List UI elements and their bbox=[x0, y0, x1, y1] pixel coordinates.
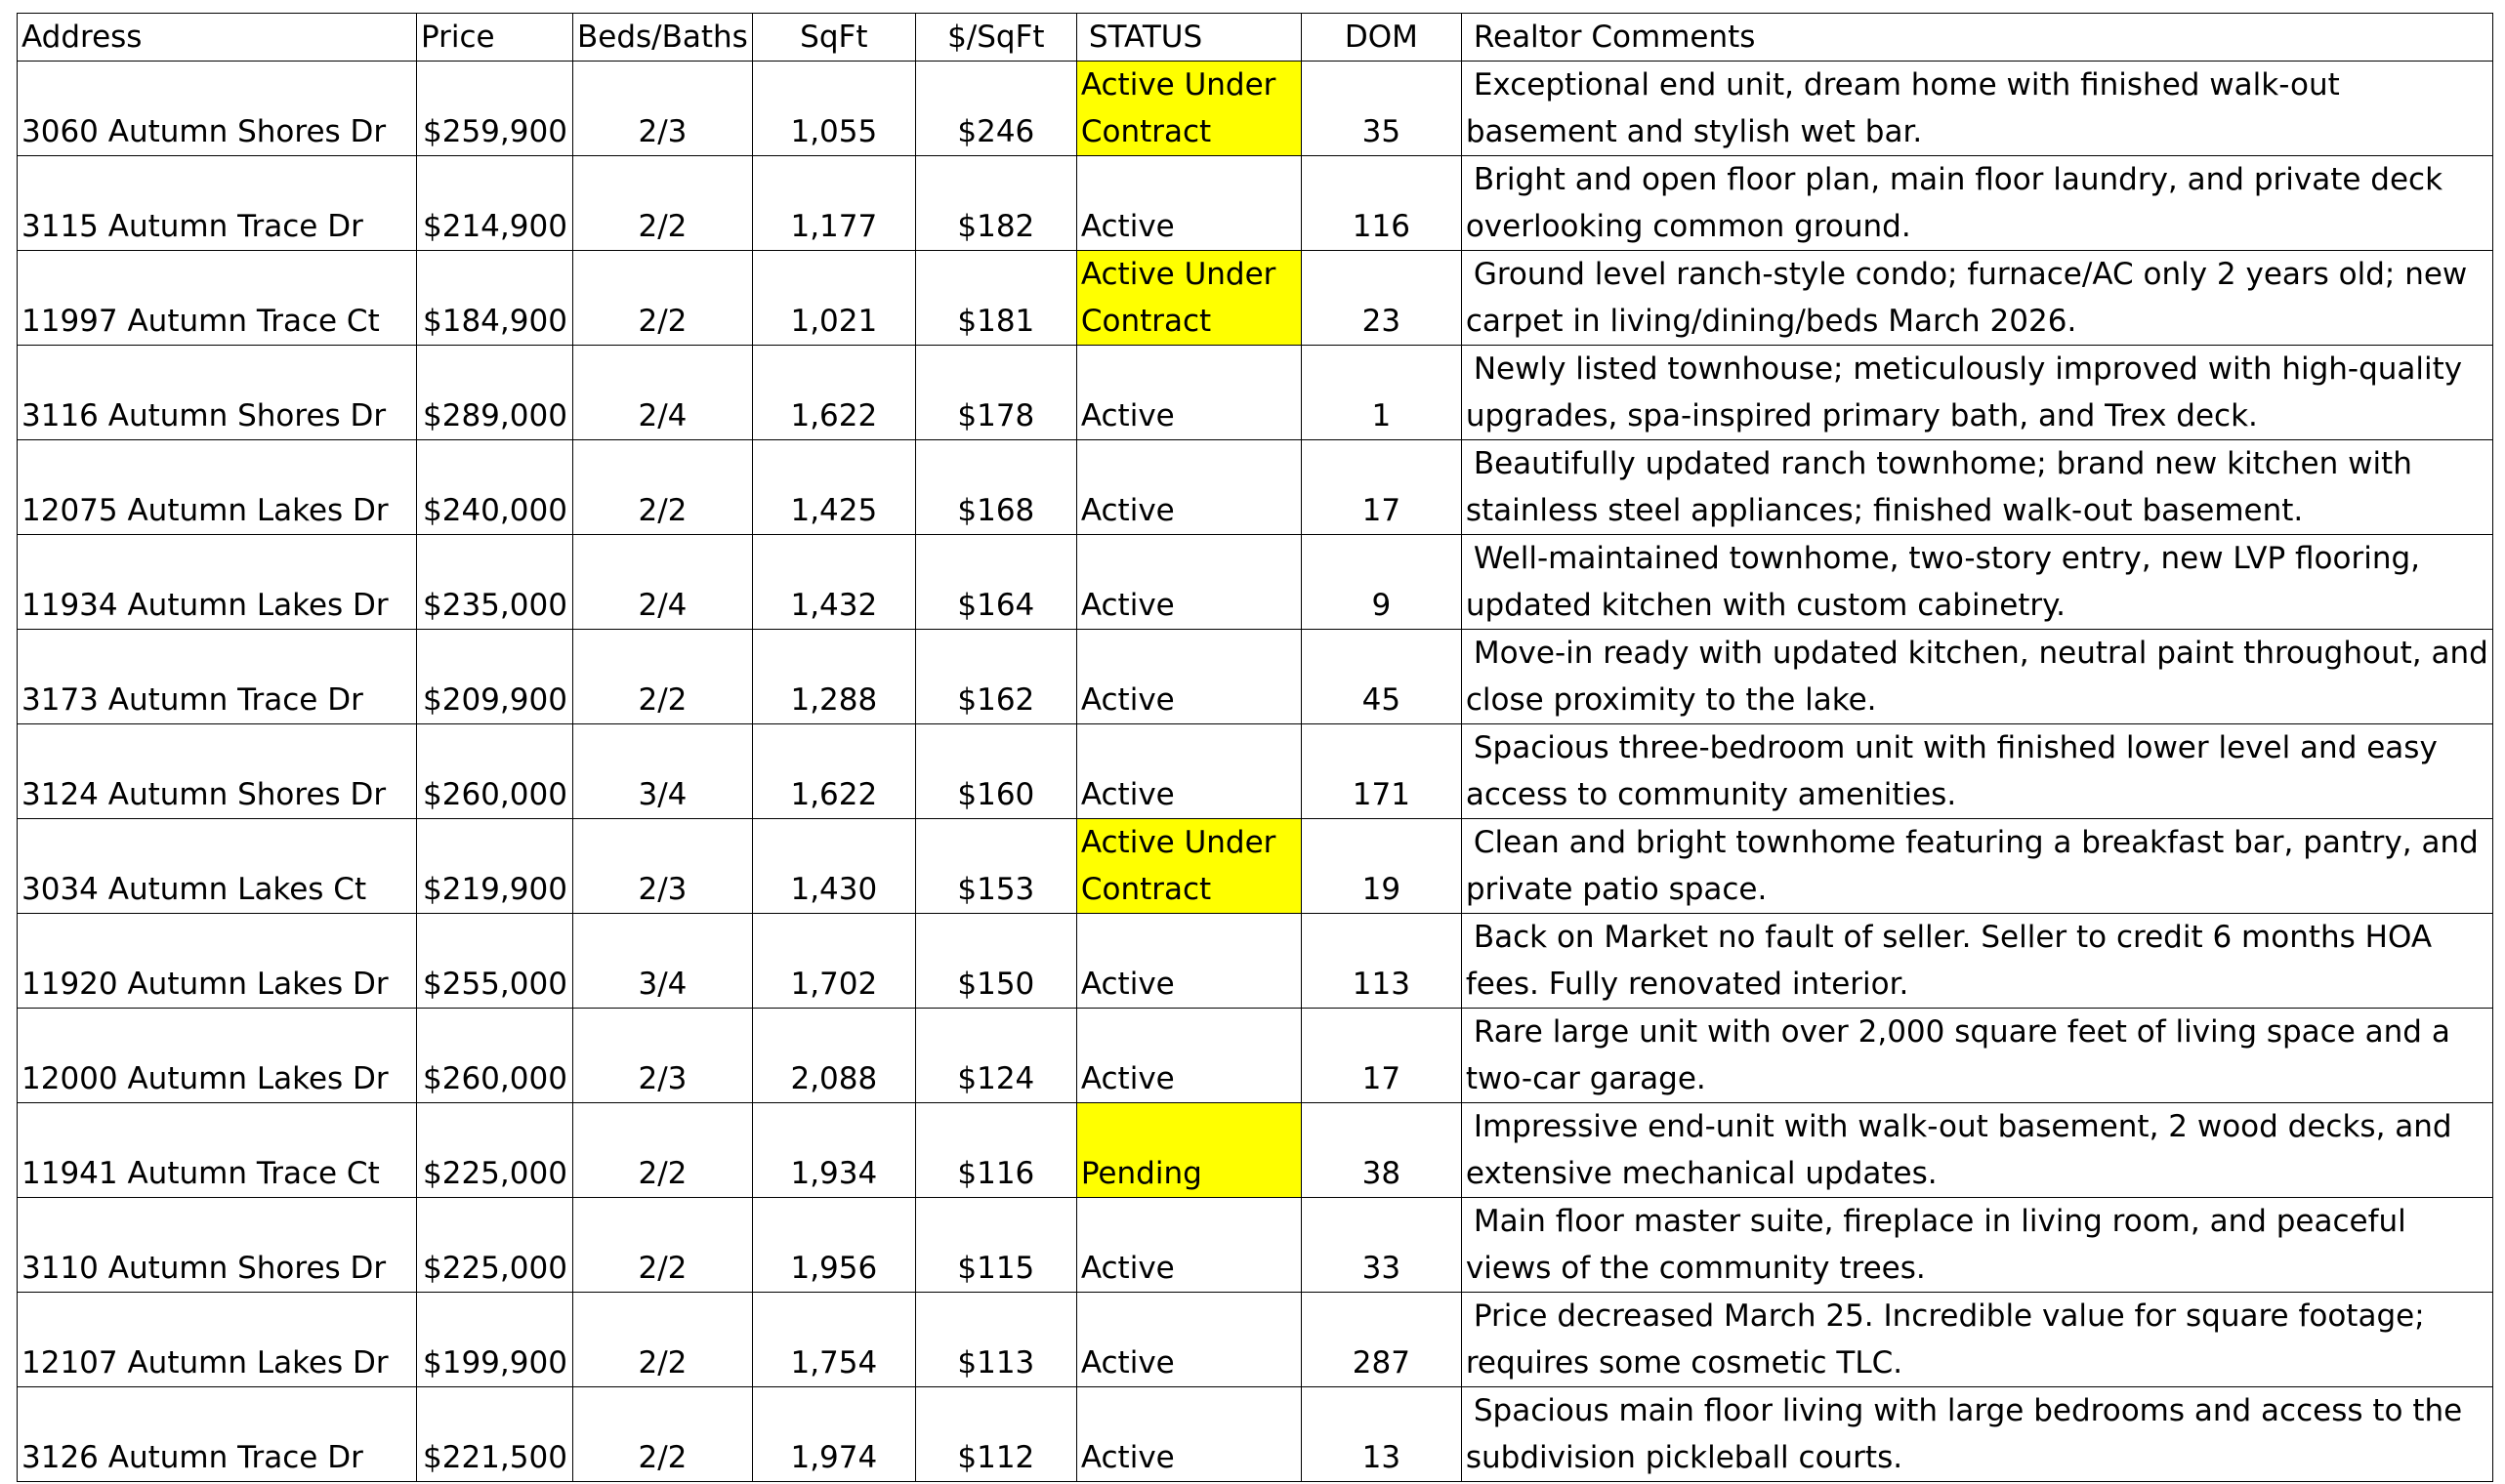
cell-sqft[interactable]: 1,425 bbox=[752, 440, 915, 535]
cell-beds-baths[interactable]: 2/3 bbox=[573, 62, 753, 156]
cell-address[interactable]: 11941 Autumn Trace Ct bbox=[18, 1103, 417, 1198]
cell-realtor-comments[interactable] bbox=[1461, 62, 2492, 156]
cell-price-per-sqft[interactable]: $246 bbox=[915, 62, 1076, 156]
column-header-dom[interactable]: DOM bbox=[1301, 14, 1461, 62]
cell-price-per-sqft[interactable]: $153 bbox=[915, 819, 1076, 914]
cell-status[interactable]: Active Under Contract bbox=[1076, 251, 1301, 346]
table-row bbox=[18, 1009, 2493, 1103]
cell-sqft[interactable]: 1,974 bbox=[752, 1387, 915, 1482]
column-header-status[interactable]: STATUS bbox=[1076, 14, 1301, 62]
cell-status[interactable]: Active Under Contract bbox=[1076, 819, 1301, 914]
comment-text: Impressive end-unit with walk-out basement, 2 wood decks, and extensive mechanical updates. bbox=[1465, 1109, 2452, 1191]
cell-beds-baths[interactable]: 2/2 bbox=[573, 251, 753, 346]
column-header-address[interactable]: Address bbox=[18, 14, 417, 62]
cell-beds-baths[interactable]: 2/3 bbox=[573, 819, 753, 914]
cell-beds-baths[interactable]: 2/2 bbox=[573, 1387, 753, 1482]
cell-price[interactable]: $235,000 bbox=[417, 535, 573, 630]
cell-address[interactable]: 11934 Autumn Lakes Dr bbox=[18, 535, 417, 630]
cell-sqft[interactable]: 1,432 bbox=[752, 535, 915, 630]
cell-status[interactable]: Active Under Contract bbox=[1076, 62, 1301, 156]
cell-realtor-comments[interactable] bbox=[1461, 1009, 2492, 1103]
cell-realtor-comments[interactable] bbox=[1461, 156, 2492, 251]
table-row bbox=[18, 535, 2493, 630]
cell-status[interactable]: Active bbox=[1076, 156, 1301, 251]
cell-dom[interactable]: 45 bbox=[1301, 630, 1461, 724]
comment-text: Well-maintained townhome, two-story entry, new LVP flooring, updated kitchen with custom cabinetry. bbox=[1465, 541, 2421, 623]
cell-price-per-sqft[interactable]: $113 bbox=[915, 1293, 1076, 1387]
cell-beds-baths[interactable]: 2/2 bbox=[573, 156, 753, 251]
table-row bbox=[18, 62, 2493, 156]
cell-sqft[interactable]: 1,622 bbox=[752, 724, 915, 819]
table-row bbox=[18, 251, 2493, 346]
cell-address[interactable]: 3110 Autumn Shores Dr bbox=[18, 1198, 417, 1293]
comment-text: Move-in ready with updated kitchen, neutral paint throughout, and close proximity to the lake. bbox=[1465, 636, 2488, 718]
cell-price[interactable]: $219,900 bbox=[417, 819, 573, 914]
cell-realtor-comments[interactable] bbox=[1461, 1198, 2492, 1293]
cell-address[interactable]: 3115 Autumn Trace Dr bbox=[18, 156, 417, 251]
cell-price[interactable]: $184,900 bbox=[417, 251, 573, 346]
cell-beds-baths[interactable]: 3/4 bbox=[573, 724, 753, 819]
cell-sqft[interactable]: 1,430 bbox=[752, 819, 915, 914]
cell-price-per-sqft[interactable]: $160 bbox=[915, 724, 1076, 819]
cell-dom[interactable]: 116 bbox=[1301, 156, 1461, 251]
listings-table bbox=[17, 13, 2493, 1482]
cell-price-per-sqft[interactable]: $150 bbox=[915, 914, 1076, 1009]
cell-beds-baths[interactable]: 3/4 bbox=[573, 914, 753, 1009]
cell-dom[interactable]: 19 bbox=[1301, 819, 1461, 914]
comment-text: Newly listed townhouse; meticulously improved with high-quality upgrades, spa-inspired primary bath, and Trex deck. bbox=[1465, 351, 2463, 433]
cell-status[interactable]: Active bbox=[1076, 440, 1301, 535]
cell-price[interactable]: $260,000 bbox=[417, 724, 573, 819]
table-row bbox=[18, 724, 2493, 819]
comment-text: Spacious main floor living with large bedrooms and access to the subdivision pickleball courts. bbox=[1465, 1393, 2463, 1475]
cell-address[interactable]: 12000 Autumn Lakes Dr bbox=[18, 1009, 417, 1103]
comment-text: Main floor master suite, fireplace in living room, and peaceful views of the community trees. bbox=[1465, 1204, 2406, 1286]
cell-status[interactable]: Active bbox=[1076, 630, 1301, 724]
table-body bbox=[18, 62, 2493, 1482]
cell-dom[interactable]: 38 bbox=[1301, 1103, 1461, 1198]
comment-text: Price decreased March 25. Incredible value for square footage; requires some cosmetic TLC. bbox=[1465, 1298, 2425, 1381]
cell-address[interactable]: 3124 Autumn Shores Dr bbox=[18, 724, 417, 819]
table-row bbox=[18, 1198, 2493, 1293]
cell-price[interactable]: $209,900 bbox=[417, 630, 573, 724]
cell-status[interactable]: Active bbox=[1076, 346, 1301, 440]
cell-sqft[interactable]: 1,754 bbox=[752, 1293, 915, 1387]
cell-price[interactable]: $259,900 bbox=[417, 62, 573, 156]
cell-price[interactable]: $225,000 bbox=[417, 1103, 573, 1198]
cell-price[interactable]: $199,900 bbox=[417, 1293, 573, 1387]
cell-status[interactable]: Active bbox=[1076, 1009, 1301, 1103]
cell-price-per-sqft[interactable]: $116 bbox=[915, 1103, 1076, 1198]
cell-dom[interactable]: 17 bbox=[1301, 1009, 1461, 1103]
cell-status[interactable]: Active bbox=[1076, 1198, 1301, 1293]
cell-beds-baths[interactable]: 2/4 bbox=[573, 346, 753, 440]
cell-dom[interactable]: 171 bbox=[1301, 724, 1461, 819]
cell-realtor-comments[interactable] bbox=[1461, 1293, 2492, 1387]
table-row bbox=[18, 819, 2493, 914]
cell-price[interactable]: $289,000 bbox=[417, 346, 573, 440]
cell-beds-baths[interactable]: 2/2 bbox=[573, 630, 753, 724]
table-row bbox=[18, 440, 2493, 535]
cell-beds-baths[interactable]: 2/2 bbox=[573, 440, 753, 535]
cell-realtor-comments[interactable] bbox=[1461, 630, 2492, 724]
cell-address[interactable]: 3173 Autumn Trace Dr bbox=[18, 630, 417, 724]
cell-status[interactable]: Active bbox=[1076, 914, 1301, 1009]
cell-price-per-sqft[interactable]: $124 bbox=[915, 1009, 1076, 1103]
cell-sqft[interactable]: 1,622 bbox=[752, 346, 915, 440]
cell-dom[interactable]: 113 bbox=[1301, 914, 1461, 1009]
header-row bbox=[18, 14, 2493, 62]
column-header-price-per-sqft[interactable]: $/SqFt bbox=[915, 14, 1076, 62]
cell-dom[interactable]: 1 bbox=[1301, 346, 1461, 440]
comment-text: Beautifully updated ranch townhome; brand new kitchen with stainless steel appliances; finished walk-out basement. bbox=[1465, 446, 2412, 528]
cell-address[interactable]: 3060 Autumn Shores Dr bbox=[18, 62, 417, 156]
cell-status[interactable]: Pending bbox=[1076, 1103, 1301, 1198]
cell-price-per-sqft[interactable]: $112 bbox=[915, 1387, 1076, 1482]
cell-price-per-sqft[interactable]: $181 bbox=[915, 251, 1076, 346]
cell-price-per-sqft[interactable]: $182 bbox=[915, 156, 1076, 251]
cell-realtor-comments[interactable] bbox=[1461, 346, 2492, 440]
cell-sqft[interactable]: 2,088 bbox=[752, 1009, 915, 1103]
cell-realtor-comments[interactable] bbox=[1461, 535, 2492, 630]
comment-text: Ground level ranch-style condo; furnace/AC only 2 years old; new carpet in living/dining/beds March 2026. bbox=[1465, 257, 2468, 339]
cell-dom[interactable]: 35 bbox=[1301, 62, 1461, 156]
cell-dom[interactable]: 287 bbox=[1301, 1293, 1461, 1387]
table-row bbox=[18, 1103, 2493, 1198]
cell-price[interactable]: $260,000 bbox=[417, 1009, 573, 1103]
cell-address[interactable]: 3126 Autumn Trace Dr bbox=[18, 1387, 417, 1482]
cell-status[interactable]: Active bbox=[1076, 1387, 1301, 1482]
cell-address[interactable]: 12075 Autumn Lakes Dr bbox=[18, 440, 417, 535]
cell-dom[interactable]: 17 bbox=[1301, 440, 1461, 535]
comment-text: Exceptional end unit, dream home with finished walk-out basement and stylish wet bar. bbox=[1465, 67, 2340, 149]
cell-beds-baths[interactable]: 2/2 bbox=[573, 1198, 753, 1293]
table-row bbox=[18, 630, 2493, 724]
table-row bbox=[18, 1293, 2493, 1387]
table-row bbox=[18, 156, 2493, 251]
cell-beds-baths[interactable]: 2/3 bbox=[573, 1009, 753, 1103]
cell-sqft[interactable]: 1,934 bbox=[752, 1103, 915, 1198]
cell-beds-baths[interactable]: 2/4 bbox=[573, 535, 753, 630]
cell-price[interactable]: $214,900 bbox=[417, 156, 573, 251]
cell-dom[interactable]: 23 bbox=[1301, 251, 1461, 346]
cell-price[interactable]: $221,500 bbox=[417, 1387, 573, 1482]
cell-beds-baths[interactable]: 2/2 bbox=[573, 1293, 753, 1387]
cell-address[interactable]: 3116 Autumn Shores Dr bbox=[18, 346, 417, 440]
table-row bbox=[18, 1387, 2493, 1482]
comment-text: Clean and bright townhome featuring a breakfast bar, pantry, and private patio space. bbox=[1465, 825, 2479, 907]
cell-price-per-sqft[interactable]: $162 bbox=[915, 630, 1076, 724]
cell-beds-baths[interactable]: 2/2 bbox=[573, 1103, 753, 1198]
comment-text: Back on Market no fault of seller. Seller to credit 6 months HOA fees. Fully renovated interior. bbox=[1465, 920, 2433, 1002]
cell-realtor-comments[interactable] bbox=[1461, 819, 2492, 914]
cell-status[interactable]: Active bbox=[1076, 724, 1301, 819]
comment-text: Bright and open floor plan, main floor laundry, and private deck overlooking common ground. bbox=[1465, 162, 2443, 244]
cell-price[interactable]: $225,000 bbox=[417, 1198, 573, 1293]
cell-price-per-sqft[interactable]: $115 bbox=[915, 1198, 1076, 1293]
cell-address[interactable]: 11997 Autumn Trace Ct bbox=[18, 251, 417, 346]
table-row bbox=[18, 914, 2493, 1009]
cell-sqft[interactable]: 1,055 bbox=[752, 62, 915, 156]
cell-sqft[interactable]: 1,177 bbox=[752, 156, 915, 251]
cell-dom[interactable]: 13 bbox=[1301, 1387, 1461, 1482]
comment-text: Spacious three-bedroom unit with finished lower level and easy access to community amenities. bbox=[1465, 730, 2438, 812]
cell-sqft[interactable]: 1,702 bbox=[752, 914, 915, 1009]
cell-address[interactable]: 12107 Autumn Lakes Dr bbox=[18, 1293, 417, 1387]
cell-address[interactable]: 11920 Autumn Lakes Dr bbox=[18, 914, 417, 1009]
cell-realtor-comments[interactable] bbox=[1461, 251, 2492, 346]
cell-realtor-comments[interactable] bbox=[1461, 1387, 2492, 1482]
cell-realtor-comments[interactable] bbox=[1461, 1103, 2492, 1198]
cell-price-per-sqft[interactable]: $164 bbox=[915, 535, 1076, 630]
comment-text: Rare large unit with over 2,000 square feet of living space and a two-car garage. bbox=[1465, 1014, 2450, 1096]
cell-price-per-sqft[interactable]: $168 bbox=[915, 440, 1076, 535]
cell-realtor-comments[interactable] bbox=[1461, 440, 2492, 535]
cell-price[interactable]: $255,000 bbox=[417, 914, 573, 1009]
column-header-price[interactable]: Price bbox=[417, 14, 573, 62]
cell-dom[interactable]: 33 bbox=[1301, 1198, 1461, 1293]
cell-realtor-comments[interactable] bbox=[1461, 724, 2492, 819]
column-header-sqft[interactable]: SqFt bbox=[752, 14, 915, 62]
cell-sqft[interactable]: 1,021 bbox=[752, 251, 915, 346]
cell-sqft[interactable]: 1,956 bbox=[752, 1198, 915, 1293]
cell-status[interactable]: Active bbox=[1076, 1293, 1301, 1387]
column-header-realtor-comments[interactable]: Realtor Comments bbox=[1461, 14, 2492, 62]
column-header-beds-baths[interactable]: Beds/Baths bbox=[573, 14, 753, 62]
cell-price-per-sqft[interactable]: $178 bbox=[915, 346, 1076, 440]
cell-address[interactable]: 3034 Autumn Lakes Ct bbox=[18, 819, 417, 914]
cell-realtor-comments[interactable] bbox=[1461, 914, 2492, 1009]
cell-sqft[interactable]: 1,288 bbox=[752, 630, 915, 724]
cell-dom[interactable]: 9 bbox=[1301, 535, 1461, 630]
cell-status[interactable]: Active bbox=[1076, 535, 1301, 630]
table-row bbox=[18, 346, 2493, 440]
cell-price[interactable]: $240,000 bbox=[417, 440, 573, 535]
